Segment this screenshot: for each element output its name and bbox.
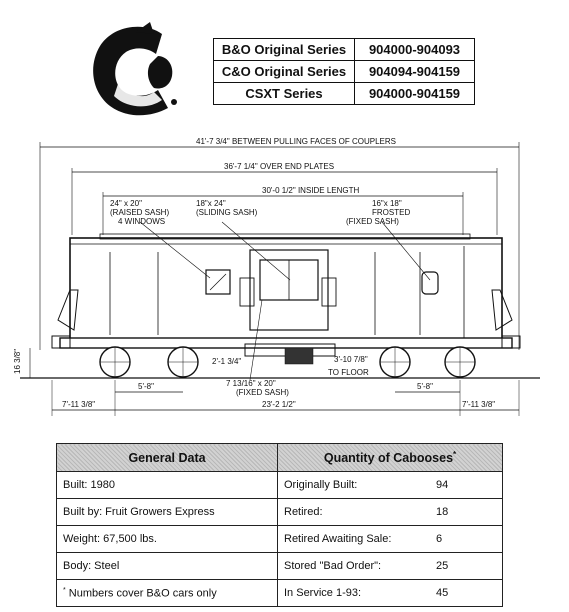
- quantity-label: Originally Built:: [278, 472, 431, 499]
- label-sliding-sash-2: (SLIDING SASH): [196, 208, 258, 217]
- label-raised-sash-3: 4 WINDOWS: [118, 217, 166, 226]
- quantity-label: Retired:: [278, 499, 431, 526]
- quantity-value: 94: [430, 472, 503, 499]
- dim-couplers: 41'-7 3/4" BETWEEN PULLING FACES OF COUPLERS: [196, 137, 396, 146]
- quantity-value: 6: [430, 526, 503, 553]
- general-cell: Built by: Fruit Growers Express: [57, 499, 278, 526]
- series-name: C&O Original Series: [214, 61, 355, 83]
- header-quantity-mark: *: [453, 449, 457, 459]
- general-cell: Body: Steel: [57, 553, 278, 580]
- dim-inside-length: 30'-0 1/2" INSIDE LENGTH: [262, 186, 360, 195]
- dim-to-floor-2: TO FLOOR: [328, 368, 369, 377]
- header-general-data: General Data: [57, 444, 278, 472]
- header-quantity-label: Quantity of Cabooses: [323, 451, 454, 466]
- dim-end-left: 7'-11 3/8": [62, 400, 96, 409]
- dim-center: 23'-2 1/2": [262, 400, 296, 409]
- quantity-label: In Service 1-93:: [278, 580, 431, 607]
- series-name: CSXT Series: [214, 83, 355, 105]
- label-raised-sash-2: (RAISED SASH): [110, 208, 170, 217]
- dim-end-plates: 36'-7 1/4" OVER END PLATES: [224, 162, 335, 171]
- label-raised-sash: 24" x 20": [110, 199, 142, 208]
- dim-to-floor: 3'-10 7/8": [334, 355, 368, 364]
- table-row: [57, 553, 503, 580]
- dim-height-16: 16 3/8": [13, 348, 22, 374]
- table-row: [57, 526, 503, 553]
- series-row: [214, 61, 475, 83]
- label-sliding-sash: 18"x 24": [196, 199, 226, 208]
- header-quantity: [278, 444, 503, 472]
- series-name: B&O Original Series: [214, 39, 355, 61]
- dim-truck-left: 5'-8": [138, 382, 154, 391]
- series-row: [214, 83, 475, 105]
- table-row: [57, 580, 503, 607]
- quantity-value: 18: [430, 499, 503, 526]
- series-row: [214, 39, 475, 61]
- caboose-elevation-drawing: [0, 130, 569, 430]
- footnote-mark: *: [63, 586, 66, 594]
- label-fixed-sash: 7 13/16" x 20": [226, 379, 276, 388]
- general-cell: Built: 1980: [57, 472, 278, 499]
- dim-truck-right: 5'-8": [417, 382, 433, 391]
- general-footnote: [57, 580, 278, 607]
- table-row: [57, 472, 503, 499]
- caboose-data-table: [56, 443, 503, 607]
- series-table: [213, 38, 475, 105]
- label-frosted: 16"x 18": [372, 199, 402, 208]
- csx-chessie-logo: [88, 20, 188, 120]
- series-range: 904000-904159: [355, 83, 475, 105]
- footnote-text: Numbers cover B&O cars only: [68, 587, 217, 600]
- table-row: [57, 499, 503, 526]
- quantity-label: Stored "Bad Order":: [278, 553, 431, 580]
- dim-end-right: 7'-11 3/8": [462, 400, 496, 409]
- series-range: 904000-904093: [355, 39, 475, 61]
- label-fixed-sash-2: (FIXED SASH): [236, 388, 289, 397]
- general-cell: Weight: 67,500 lbs.: [57, 526, 278, 553]
- series-range: 904094-904159: [355, 61, 475, 83]
- quantity-value: 45: [430, 580, 503, 607]
- quantity-value: 25: [430, 553, 503, 580]
- label-frosted-2: FROSTED: [372, 208, 411, 217]
- dim-step: 2'-1 3/4": [212, 357, 242, 366]
- quantity-label: Retired Awaiting Sale:: [278, 526, 431, 553]
- label-frosted-3: (FIXED SASH): [346, 217, 399, 226]
